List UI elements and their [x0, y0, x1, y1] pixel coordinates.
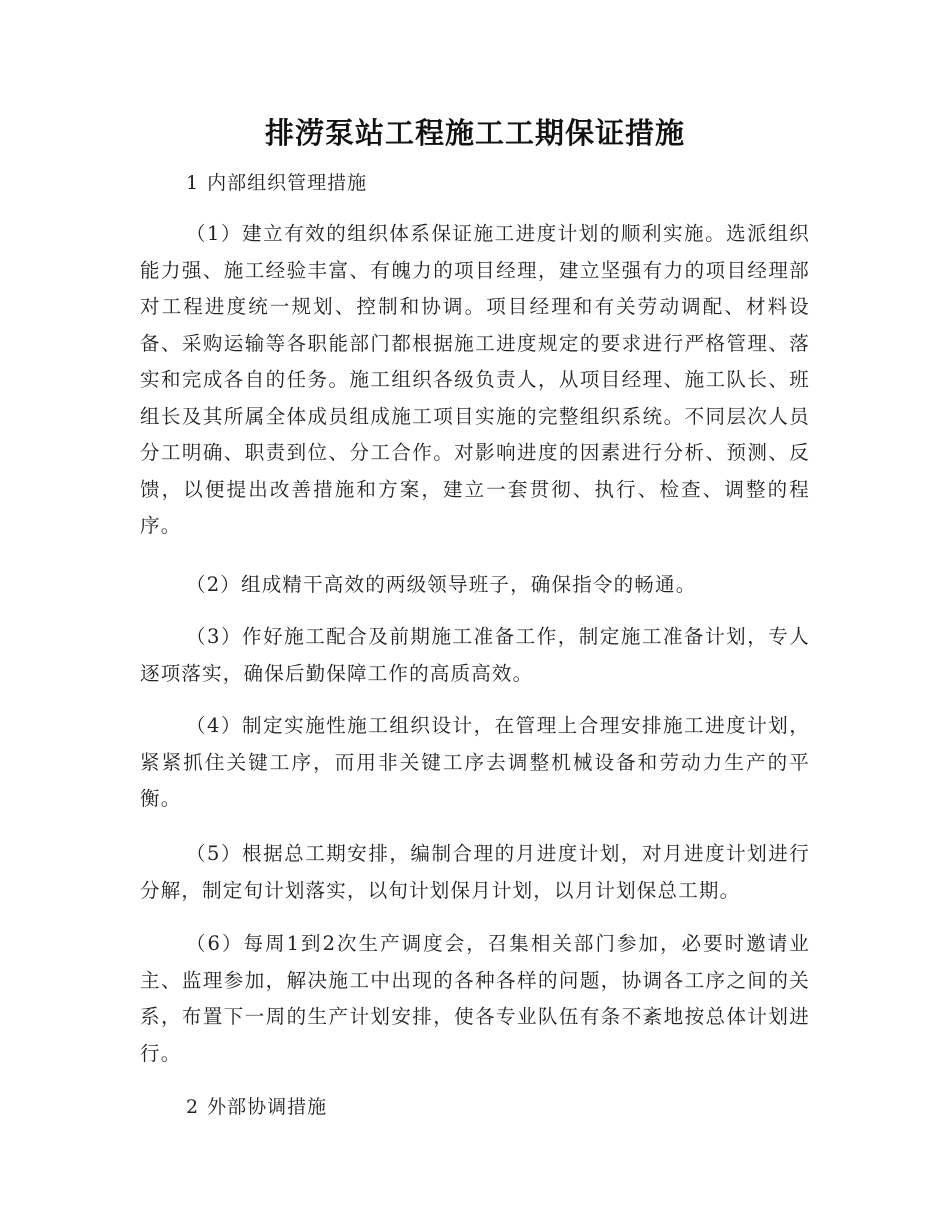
paragraph-5: （5）根据总工期安排，编制合理的月进度计划，对月进度计划进行分解，制定旬计划落实，以旬计划保月计划，以月计划保总工期。 [140, 842, 810, 902]
section-heading-text: 内部组织管理措施 [207, 172, 368, 194]
paragraph-1: （1）建立有效的组织体系保证施工进度计划的顺利实施。选派组织能力强、施工经验丰富、有魄力的项目经理，建立坚强有力的项目经理部对工程进度统一规划、控制和协调。项目经理和有关劳动调配、材料设备、采购运输等各职能部门都根据施工进度规定的要求进行严格管理、落实和完成各自的任务。施工组织各级负责人，从项目经理、施工队长、班组长及其所属全体成员组成施工项目实施的完整组织系统。不同层次人员分工明确、职责到位、分工合作。对影响进度的因素进行分析、预测、反馈，以便提出改善措施和方案，建立一套贯彻、执行、检查、调整的程序。 [140, 222, 810, 537]
section-number: 2 [186, 1096, 200, 1118]
paragraph-4: （4）制定实施性施工组织设计，在管理上合理安排施工进度计划，紧紧抓住关键工序，而用非关键工序去调整机械设备和劳动力生产的平衡。 [140, 714, 810, 810]
section-heading-2 [186, 1090, 327, 1124]
section-heading-text: 外部协调措施 [207, 1096, 328, 1118]
paragraph-2: （2）组成精干高效的两级领导班子，确保指令的畅通。 [186, 573, 697, 596]
document-title: 排涝泵站工程施工工期保证措施 [264, 116, 685, 150]
section-heading-1 [186, 166, 367, 200]
section-number: 1 [186, 172, 200, 194]
paragraph-3: （3）作好施工配合及前期施工准备工作，制定施工准备计划，专人逐项落实，确保后勤保障工作的高质高效。 [140, 625, 810, 685]
paragraph-6: （6）每周1到2次生产调度会，召集相关部门参加，必要时邀请业主、监理参加，解决施工中出现的各种各样的问题，协调各工序之间的关系，布置下一周的生产计划安排，使各专业队伍有条不紊地按总体计划进行。 [140, 932, 810, 1065]
